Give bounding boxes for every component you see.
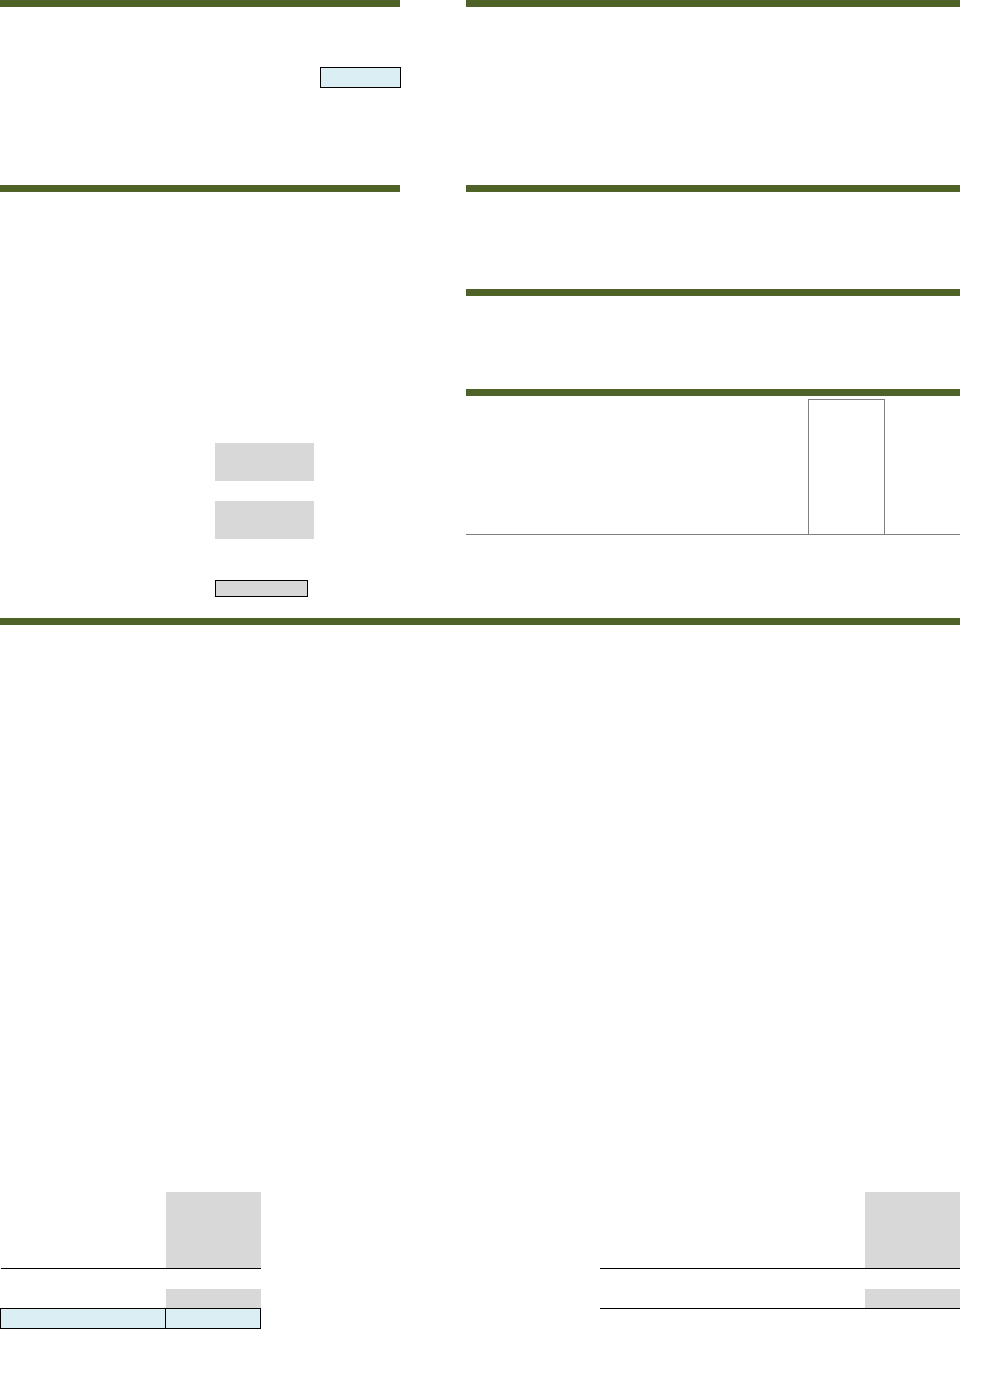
exit-share-price-value (865, 1308, 960, 1328)
table-row (0, 195, 400, 214)
terminal-d-ebitda-label (466, 296, 696, 315)
terminal-d-cap-label (466, 315, 696, 334)
table-header-row (0, 10, 400, 29)
exit-share-price-label (600, 1308, 865, 1328)
terminal-enterprise-value-label (600, 1173, 865, 1192)
terminal-less-debt-value[interactable] (865, 1192, 960, 1211)
col-header-terminal-pe-2 (175, 29, 250, 48)
tv-ev-implied-roic-label (466, 534, 714, 554)
bear-case-price (320, 48, 400, 68)
less-prefs-input[interactable] (166, 1211, 261, 1230)
table-row (0, 252, 400, 271)
bull-case-label (0, 88, 175, 108)
terminal-less-minority-interest-value[interactable] (865, 1230, 960, 1249)
table-row (466, 534, 960, 554)
tv-ev-reinvest-rate-label (466, 476, 714, 495)
cost-of-equity-value (215, 271, 313, 290)
tv-ev-excess-roic-label (466, 515, 714, 535)
tv-ev-excess-roic-bull[interactable] (884, 515, 960, 535)
tv-equity-terminal-growth-label (466, 214, 714, 233)
wacc-panel (0, 185, 400, 616)
current-year-value[interactable] (215, 195, 313, 214)
terminal-equity-value-amount (865, 1269, 960, 1289)
table-row (466, 233, 960, 252)
table-row (600, 1173, 960, 1192)
table-row (0, 424, 400, 443)
cost-of-debt-value (215, 348, 313, 367)
tv-ev-risk-free-rate-label (466, 419, 714, 438)
tv-ev-terminal-growth-bull (884, 457, 960, 476)
exchange-label (466, 29, 836, 48)
current-price-input[interactable] (215, 462, 313, 481)
table-row (466, 214, 960, 233)
tv-equity-bull-header (884, 195, 960, 214)
table-row (600, 1366, 960, 1385)
pref-value-pct (314, 501, 400, 520)
table-row (466, 10, 960, 29)
terminal-shares-outstanding-value[interactable] (865, 1289, 960, 1309)
table-row[interactable] (0, 48, 400, 68)
table-row (600, 1308, 960, 1328)
wacc-title (0, 185, 400, 192)
risk-free-rate-label (0, 214, 215, 233)
table-row (0, 214, 400, 233)
table-row (0, 329, 400, 348)
implied-exit-pe-value (865, 1328, 960, 1347)
tv-equity-pe-bear (714, 233, 809, 252)
tv-ev-risk-free-rate-bear (714, 419, 809, 438)
ev-bridge-panel (0, 1173, 260, 1329)
tv-wacc-panel (466, 289, 960, 353)
table-row (1, 1308, 261, 1328)
tv-wacc-title (466, 289, 960, 296)
col-header-terminal-pe-1 (175, 10, 250, 29)
table-row (0, 348, 400, 367)
table-row (600, 1211, 960, 1230)
table-row (1, 1173, 261, 1192)
tv-ev-regression-roic-base (809, 554, 885, 573)
enterprise-value-label (1, 1173, 166, 1192)
ticker-label (466, 48, 836, 67)
terminal-plus-net-cash-label (600, 1249, 865, 1269)
tv-ev-growth-spread-label (466, 438, 714, 457)
col-header-terminal-g-2 (250, 29, 320, 48)
dcf-title (0, 618, 960, 625)
table-row (466, 495, 960, 514)
valuation-summary-panel (0, 0, 400, 107)
table-row[interactable] (0, 68, 400, 88)
base-case-pe (175, 68, 250, 88)
tv-equity-bear-header (714, 195, 809, 214)
equity-value-pct (314, 481, 400, 500)
current-year-label (0, 195, 215, 214)
table-row (466, 315, 960, 334)
table-header-row (466, 195, 960, 214)
tv-equity-panel (466, 185, 960, 252)
eqrp-value[interactable] (215, 233, 313, 252)
tv-equity-pe-label (466, 233, 714, 252)
equity-value-label-bridge (1, 1269, 166, 1289)
valuation-summary-title (0, 0, 400, 7)
table-row (466, 334, 960, 353)
tv-ev-implied-roic-base (809, 534, 885, 554)
tv-ev-bear-header (714, 400, 809, 420)
plus-net-cash-label (1, 1249, 166, 1269)
credit-spread-value[interactable] (215, 329, 313, 348)
tv-equity-terminal-growth-bull (884, 214, 960, 233)
tv-ev-panel (466, 389, 960, 573)
ticker-value[interactable] (836, 48, 960, 67)
ticker-details-panel (466, 0, 960, 67)
bear-case-pe (175, 48, 250, 68)
tv-equity-terminal-growth-bear (714, 214, 809, 233)
after-tax-cost-of-debt-label (0, 424, 215, 443)
cost-of-prefs-label (0, 290, 215, 309)
table-row (0, 481, 400, 500)
tv-ev-growth-spread-bear[interactable] (714, 438, 809, 457)
wacc-override-input[interactable] (215, 580, 307, 597)
table-row (466, 515, 960, 535)
cost-of-equity-label (0, 271, 215, 290)
table-row (466, 29, 960, 48)
shares-outstanding-input[interactable] (215, 443, 313, 462)
debt-value-label (0, 520, 215, 539)
table-row (466, 457, 960, 476)
forward-eps-value (865, 1347, 960, 1366)
pref-value-input[interactable] (215, 501, 313, 520)
tv-ev-implied-roic-bull (884, 534, 960, 554)
tv-ev-regression-roic-bull (884, 554, 960, 573)
table-row (0, 597, 400, 616)
tv-ev-cost-of-capital-label (466, 495, 714, 514)
tax-rate-value[interactable] (215, 386, 313, 405)
date-value (836, 10, 960, 29)
tv-ev-terminal-growth-bear (714, 457, 809, 476)
tv-ev-excess-roic-bear[interactable] (714, 515, 809, 535)
wacc-computed-label (0, 559, 215, 578)
table-row (466, 476, 960, 495)
less-debt-input[interactable] (166, 1192, 261, 1211)
terminal-wacc-label (466, 334, 696, 353)
treasury-rate-label (0, 310, 215, 329)
tv-ev-reinvest-rate-bull (884, 476, 960, 495)
beta-value[interactable] (215, 252, 313, 271)
terminal-less-prefs-label (600, 1211, 865, 1230)
tv-ev-regression-roic-bear (714, 554, 809, 573)
tv-ev-base-header (809, 400, 885, 420)
tv-ev-bull-header (884, 400, 960, 420)
treasury-rate-value[interactable] (215, 310, 313, 329)
equity-value-label (0, 481, 215, 500)
less-prefs-label (1, 1211, 166, 1230)
tv-equity-table (466, 195, 960, 252)
terminal-growth-rate-value (865, 1366, 960, 1385)
risk-free-rate-value[interactable] (215, 214, 313, 233)
wacc-model-label (0, 597, 215, 616)
table-row[interactable] (0, 88, 400, 108)
terminal-shares-outstanding-label (600, 1289, 865, 1309)
table-row (466, 296, 960, 315)
table-row (0, 443, 400, 462)
wacc-computed-value (215, 559, 313, 578)
table-row (1, 1269, 261, 1289)
terminal-less-minority-interest-label (600, 1230, 865, 1249)
tax-rate-label (0, 386, 215, 405)
table-row (466, 48, 960, 67)
tv-equity-base-header (809, 195, 885, 214)
after-tax-cost-of-debt-value (215, 424, 313, 443)
tv-equity-terminal-growth-base (809, 214, 885, 233)
tv-ev-implied-roic-bear (714, 534, 809, 554)
bear-case-g (250, 48, 320, 68)
tv-ev-cost-of-capital-bear (714, 495, 809, 514)
terminal-d-cap-value (696, 315, 784, 334)
col-header-target-price-2 (320, 29, 400, 48)
table-row (600, 1347, 960, 1366)
shares-outstanding-label (0, 443, 215, 462)
tv-equity-pe-bull (884, 233, 960, 252)
table-row (600, 1269, 960, 1289)
bull-case-pe (175, 88, 250, 108)
table-row (1, 1249, 261, 1269)
less-minority-interest-label (1, 1230, 166, 1249)
credit-spread-label (0, 329, 215, 348)
tv-equity-pe-base (809, 233, 885, 252)
bull-case-price (320, 88, 400, 108)
ticker-details-title (466, 0, 960, 7)
shares-outstanding-input-bridge[interactable] (166, 1289, 261, 1309)
wacc-override-label (0, 578, 215, 597)
table-row (600, 1192, 960, 1211)
table-row (0, 310, 400, 329)
current-price-label (0, 462, 215, 481)
terminal-equity-value-label (600, 1269, 865, 1289)
base-case-price[interactable] (320, 68, 400, 88)
table-row (0, 501, 400, 520)
tv-ev-cost-of-capital-base (809, 495, 885, 514)
table-row (0, 559, 400, 578)
dcf-panel (0, 618, 960, 628)
bull-case-g (250, 88, 320, 108)
pref-value-label (0, 501, 215, 520)
equity-value-amount (215, 481, 313, 500)
col-header-terminal-g-1 (250, 10, 320, 29)
table-row (1, 1289, 261, 1309)
base-case-g (250, 68, 320, 88)
table-row (1, 1211, 261, 1230)
ev-bridge-table (0, 1173, 261, 1329)
terminal-plus-net-cash-value[interactable] (865, 1249, 960, 1269)
table-row (0, 386, 400, 405)
tv-ev-growth-spread-bull[interactable] (884, 438, 960, 457)
tv-ev-cost-of-capital-bull (884, 495, 960, 514)
enterprise-value-amount (166, 1173, 261, 1192)
terminal-growth-rate-label (600, 1366, 865, 1385)
tv-ev-terminal-growth-base (809, 457, 885, 476)
wacc-model-value (215, 597, 313, 616)
tv-ev-title (466, 389, 960, 396)
terminal-bridge-table (600, 1173, 960, 1385)
date-label (466, 10, 836, 29)
tv-ev-excess-roic-base[interactable] (809, 515, 885, 535)
tv-ev-growth-spread-base[interactable] (809, 438, 885, 457)
tv-ev-risk-free-rate-base (809, 419, 885, 438)
tv-ev-regression-roic-label (466, 554, 714, 573)
tv-ev-reinvest-rate-bear (714, 476, 809, 495)
table-row (0, 271, 400, 290)
less-minority-interest-input[interactable] (166, 1230, 261, 1249)
table-row (0, 520, 400, 539)
implied-exit-pe-label (600, 1328, 865, 1347)
valuation-summary-table (0, 10, 401, 107)
exchange-value[interactable] (836, 29, 960, 48)
table-row (466, 554, 960, 573)
table-row (466, 419, 960, 438)
terminal-d-ebitda-value (696, 296, 784, 315)
table-row (0, 462, 400, 481)
equity-value-amount-bridge (166, 1269, 261, 1289)
less-debt-label (1, 1192, 166, 1211)
cost-of-prefs-value[interactable] (215, 290, 313, 309)
table-header-row (466, 400, 960, 420)
table-row (0, 290, 400, 309)
tv-ev-risk-free-rate-bull (884, 419, 960, 438)
tv-equity-title (466, 185, 960, 192)
table-row (0, 233, 400, 252)
debt-value-pct (314, 520, 400, 539)
terminal-less-prefs-value[interactable] (865, 1211, 960, 1230)
table-header-row-2 (0, 29, 400, 48)
base-case-label (0, 68, 175, 88)
tv-ev-terminal-growth-label (466, 457, 714, 476)
beta-label (0, 252, 215, 271)
intrinsic-value-label (1, 1308, 166, 1328)
tv-wacc-table (466, 296, 960, 353)
table-row (0, 578, 400, 597)
table-row (600, 1230, 960, 1249)
col-header-target-price-1 (320, 10, 400, 29)
terminal-wacc-value (696, 334, 784, 353)
intrinsic-value-amount (166, 1308, 261, 1328)
terminal-enterprise-value-amount (865, 1173, 960, 1192)
wacc-table (0, 195, 400, 616)
tv-ev-table (466, 399, 960, 573)
cost-of-debt-label (0, 348, 215, 367)
eqrp-label (0, 233, 215, 252)
terminal-bridge-panel (600, 1173, 960, 1385)
table-row (1, 1192, 261, 1211)
ticker-details-table (466, 10, 960, 67)
table-row (466, 438, 960, 457)
plus-net-cash-input[interactable] (166, 1249, 261, 1269)
table-row (600, 1289, 960, 1309)
table-row (600, 1328, 960, 1347)
table-row (600, 1249, 960, 1269)
shares-outstanding-label-bridge (1, 1289, 166, 1309)
debt-value-input[interactable] (215, 520, 313, 539)
terminal-less-debt-label (600, 1192, 865, 1211)
table-row (1, 1230, 261, 1249)
tv-ev-reinvest-rate-base (809, 476, 885, 495)
bear-case-label (0, 48, 175, 68)
forward-eps-label (600, 1347, 865, 1366)
